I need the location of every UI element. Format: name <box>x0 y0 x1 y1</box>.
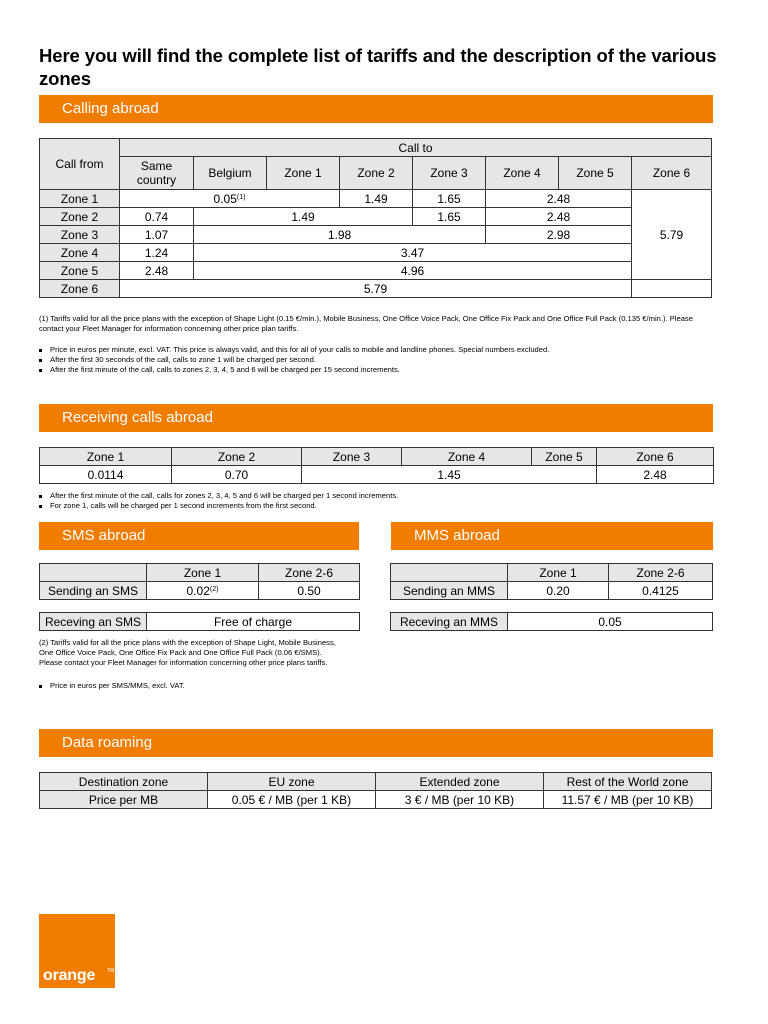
sms-receive-table <box>39 612 360 631</box>
sms-note: Price in euros per SMS/MMS, excl. VAT. <box>39 681 399 691</box>
data-roaming-title: Data roaming <box>62 734 153 751</box>
col-zone-4: Zone 4 <box>486 157 559 190</box>
mms-receive-table <box>390 612 713 631</box>
cell-z3-belgium-zone3: 1.98 <box>194 226 486 244</box>
mms-send-zone-1: 0.20 <box>508 582 609 600</box>
mms-col-zone-2-6: Zone 2-6 <box>609 564 713 582</box>
mms-send-zone-2-6: 0.4125 <box>609 582 713 600</box>
receiving-notes <box>39 491 711 511</box>
row-zone-6: Zone 6 <box>40 280 120 298</box>
data-rest-price: 11.57 € / MB (per 10 KB) <box>544 791 712 809</box>
recv-header-zone-1: Zone 1 <box>40 448 172 466</box>
sms-footnote-line: (2) Tariffs valid for all the price plans with the exception of Shape Light, Mobile Business, <box>39 638 336 647</box>
cell-z1-zone4-5: 2.48 <box>486 190 632 208</box>
call-from-header: Call from <box>40 139 120 190</box>
receiving-note: For zone 1, calls will be charged per 1 second increments from the first second. <box>39 501 711 511</box>
sms-receive-value: Free of charge <box>147 613 360 631</box>
data-header-extended: Extended zone <box>376 773 544 791</box>
sms-footnote-line: One Office Voice Pack, One Office Fix Pack and One Office Full Pack (0.06 €/SMS). <box>39 648 322 657</box>
col-zone-2: Zone 2 <box>340 157 413 190</box>
cell-z6-empty <box>632 280 712 298</box>
cell-z2-zone4-5: 2.48 <box>486 208 632 226</box>
sms-receive-label: Receving an SMS <box>40 613 147 631</box>
cell-z1-zone2: 1.49 <box>340 190 413 208</box>
calling-abroad-bar <box>39 95 713 123</box>
mms-send-label: Sending an MMS <box>391 582 508 600</box>
sms-send-label: Sending an SMS <box>40 582 147 600</box>
calling-note: Price in euros per minute, excl. VAT. This price is always valid, and this for all of your calls to mobile and landline phones. Special numbers excluded. <box>39 345 711 355</box>
cell-z5-same: 2.48 <box>120 262 194 280</box>
mms-col-zone-1: Zone 1 <box>508 564 609 582</box>
sms-col-zone-1: Zone 1 <box>147 564 259 582</box>
sms-abroad-bar <box>39 522 359 550</box>
receiving-abroad-bar <box>39 404 713 432</box>
sms-corner <box>40 564 147 582</box>
data-eu-price: 0.05 € / MB (per 1 KB) <box>208 791 376 809</box>
recv-header-zone-3: Zone 3 <box>302 448 402 466</box>
logo-text: orange <box>43 967 96 984</box>
cell-z1-zone3: 1.65 <box>413 190 486 208</box>
cell-z2-zone3: 1.65 <box>413 208 486 226</box>
cell-z4-rest: 3.47 <box>194 244 632 262</box>
mms-corner <box>391 564 508 582</box>
cell-zone6-merged: 5.79 <box>632 190 712 280</box>
col-same-country: Same country <box>120 157 194 190</box>
data-roaming-bar <box>39 729 713 757</box>
cell-z3-zone4-5: 2.98 <box>486 226 632 244</box>
data-roaming-table <box>39 772 712 809</box>
receiving-note: After the first minute of the call, calls for zones 2, 3, 4, 5 and 6 will be charged per 1 second increments. <box>39 491 711 501</box>
cell-z5-rest: 4.96 <box>194 262 632 280</box>
cell-z2-belgium-zone2: 1.49 <box>194 208 413 226</box>
sms-col-zone-2-6: Zone 2-6 <box>259 564 360 582</box>
row-zone-2: Zone 2 <box>40 208 120 226</box>
cell-z6-all: 5.79 <box>120 280 632 298</box>
calling-abroad-title: Calling abroad <box>62 100 159 117</box>
sms-send-zone-1: 0.02$^{(2)}$ <box>147 582 259 600</box>
mms-receive-value: 0.05 <box>508 613 713 631</box>
cell-z1-local: 0.05$^{(1)}$ <box>120 190 340 208</box>
call-to-header: Call to <box>120 139 712 157</box>
col-zone-3: Zone 3 <box>413 157 486 190</box>
cell-z4-same: 1.24 <box>120 244 194 262</box>
data-header-eu: EU zone <box>208 773 376 791</box>
sms-footnote-line: Please contact your Fleet Manager for information concerning other price plans tariffs. <box>39 658 328 667</box>
orange-logo <box>39 914 115 988</box>
recv-zone-1: 0.0114 <box>40 466 172 484</box>
sms-notes <box>39 681 399 691</box>
mms-table <box>390 563 713 600</box>
recv-zone-2: 0.70 <box>172 466 302 484</box>
recv-header-zone-2: Zone 2 <box>172 448 302 466</box>
recv-zone-3-5: 1.45 <box>302 466 597 484</box>
col-zone-1: Zone 1 <box>267 157 340 190</box>
col-zone-6: Zone 6 <box>632 157 712 190</box>
cell-z3-same: 1.07 <box>120 226 194 244</box>
row-zone-1: Zone 1 <box>40 190 120 208</box>
col-belgium: Belgium <box>194 157 267 190</box>
recv-zone-6: 2.48 <box>597 466 714 484</box>
col-zone-5: Zone 5 <box>559 157 632 190</box>
row-zone-3: Zone 3 <box>40 226 120 244</box>
mms-receive-label: Receving an MMS <box>391 613 508 631</box>
recv-header-zone-6: Zone 6 <box>597 448 714 466</box>
receiving-table <box>39 447 714 484</box>
cell-z2-same: 0.74 <box>120 208 194 226</box>
sms-send-zone-2-6: 0.50 <box>259 582 360 600</box>
data-header-destination: Destination zone <box>40 773 208 791</box>
calling-note: After the first 30 seconds of the call, calls to zone 1 will be charged per second. <box>39 355 711 365</box>
logo-trademark: TM <box>107 968 115 974</box>
data-extended-price: 3 € / MB (per 10 KB) <box>376 791 544 809</box>
sms-abroad-title: SMS abroad <box>62 527 146 544</box>
calling-note: After the first minute of the call, calls to zones 2, 3, 4, 5 and 6 will be charged per 15 second increments. <box>39 365 711 375</box>
recv-header-zone-4: Zone 4 <box>402 448 532 466</box>
calling-abroad-table <box>39 138 712 298</box>
mms-abroad-bar <box>391 522 713 550</box>
data-row-label: Price per MB <box>40 791 208 809</box>
mms-abroad-title: MMS abroad <box>414 527 500 544</box>
row-zone-5: Zone 5 <box>40 262 120 280</box>
recv-header-zone-5: Zone 5 <box>532 448 597 466</box>
sms-footnote <box>39 638 399 668</box>
row-zone-4: Zone 4 <box>40 244 120 262</box>
receiving-abroad-title: Receiving calls abroad <box>62 409 213 426</box>
data-header-rest: Rest of the World zone <box>544 773 712 791</box>
sms-table <box>39 563 360 600</box>
calling-footnote: (1) Tariffs valid for all the price plans with the exception of Shape Light (0.15 €/min.), Mobile Business, One Office Voice Pack, One Office Fix Pack and One Office Full Pack (0.135 €/min.). Please contact your Fleet Manager for information concerning other price plan tariffs. <box>39 314 693 333</box>
calling-notes <box>39 345 711 375</box>
page-heading: Here you will find the complete list of tariffs and the description of the various zones <box>39 45 717 89</box>
